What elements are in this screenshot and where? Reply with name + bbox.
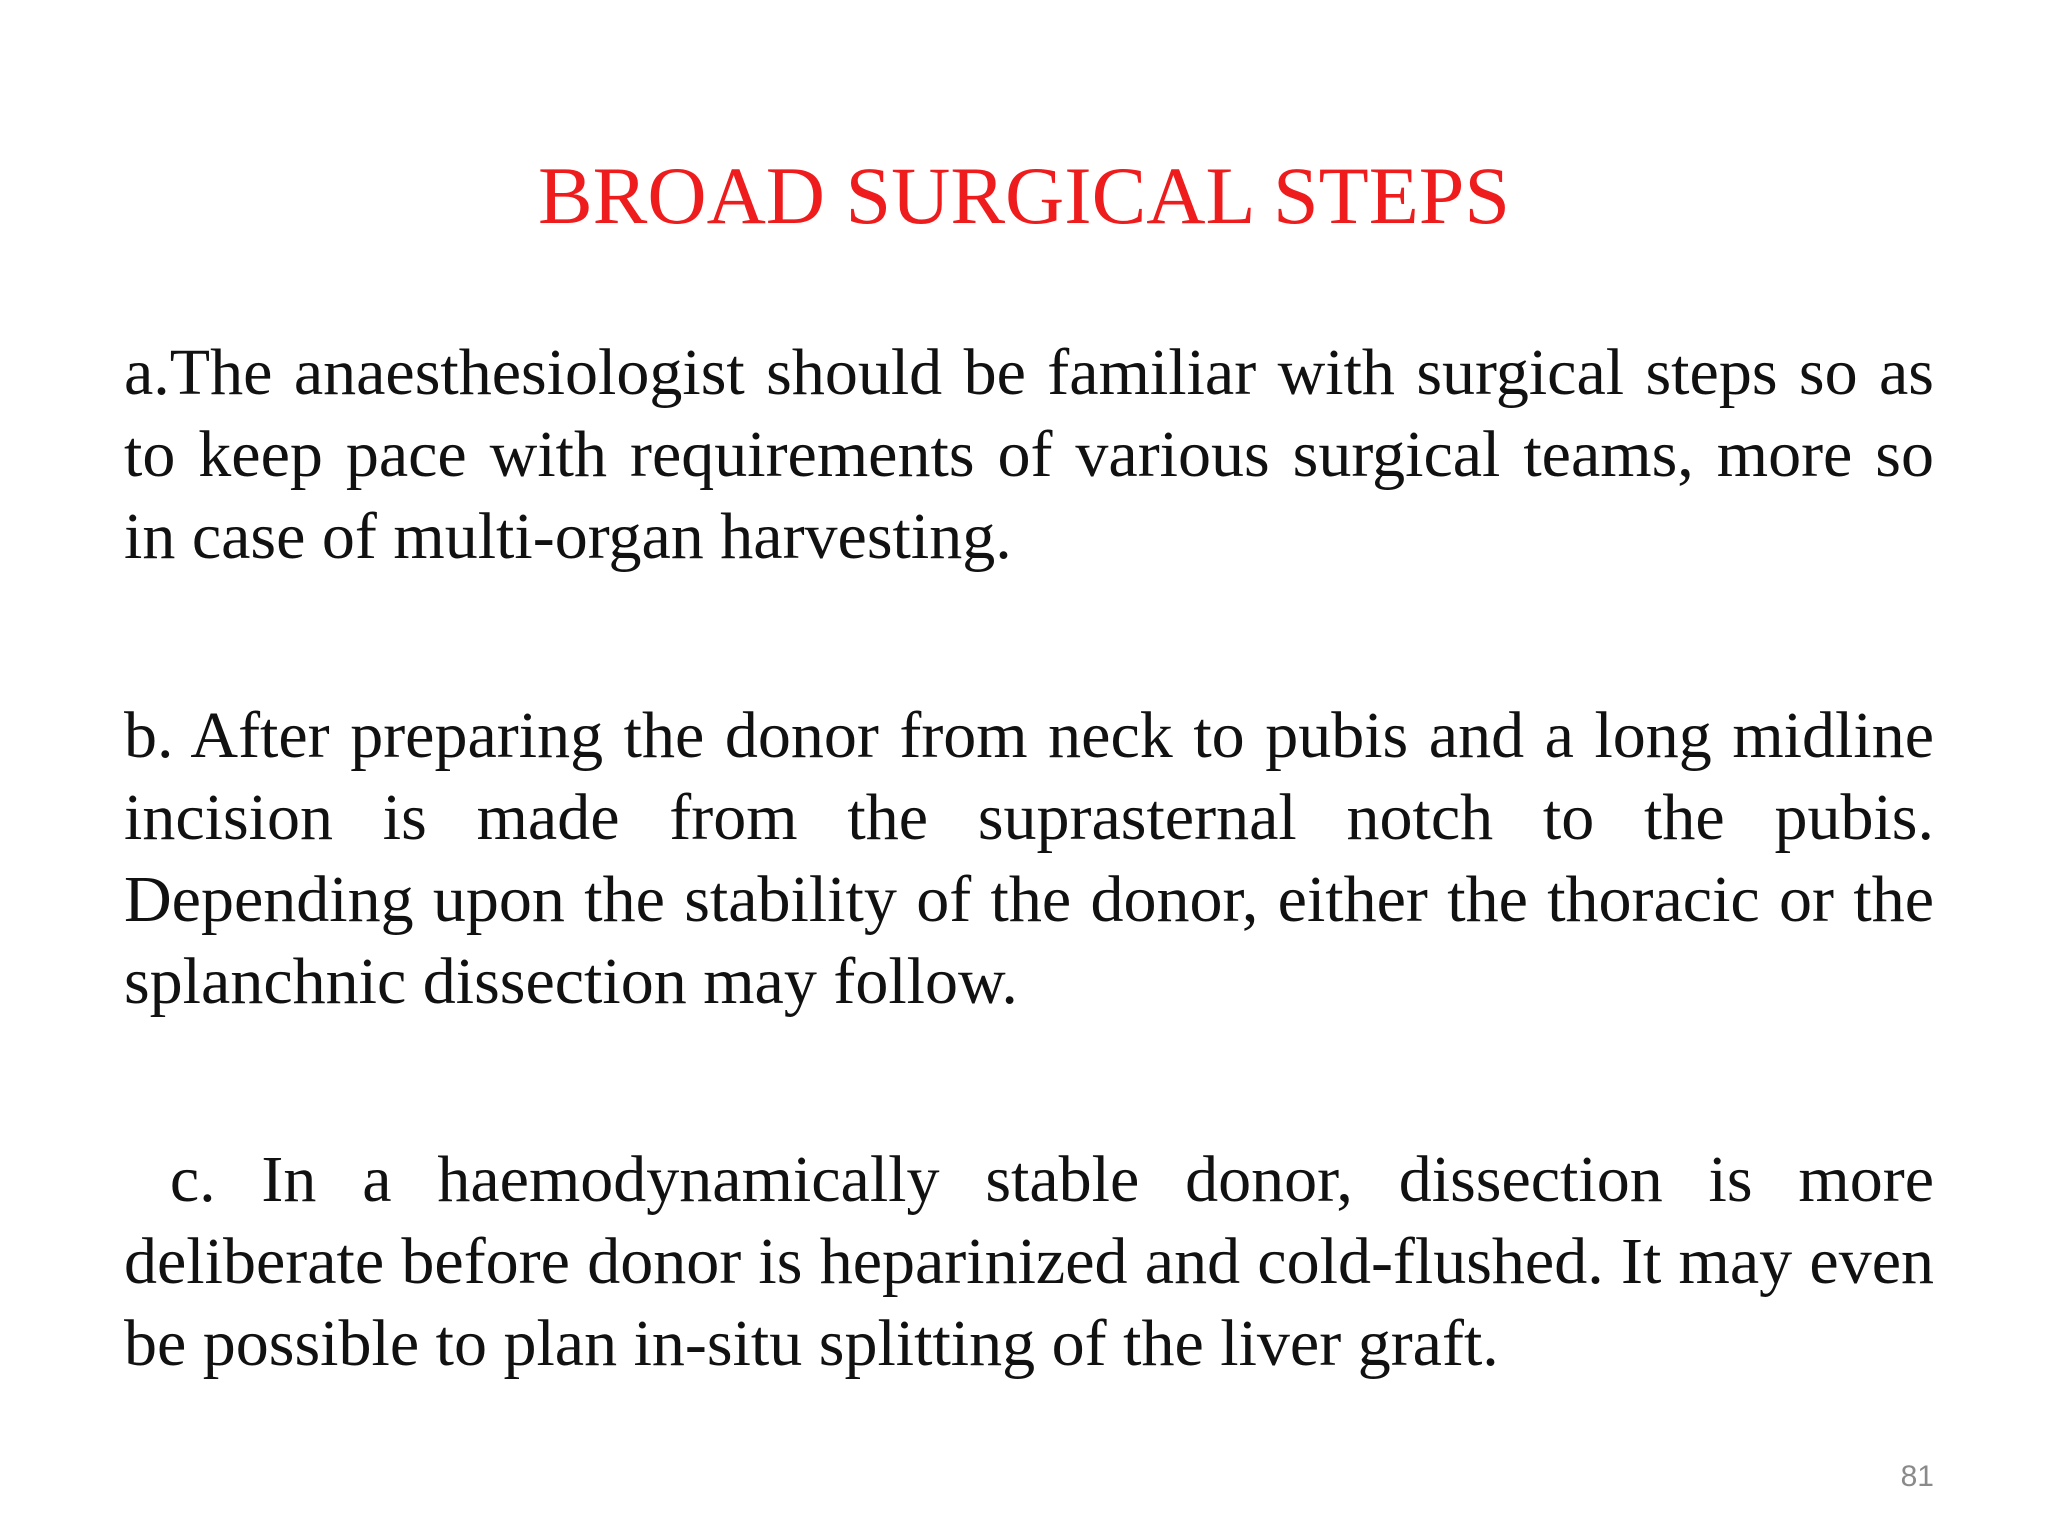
- slide-title: BROAD SURGICAL STEPS: [537, 150, 1511, 241]
- paragraph-a: a.The anaesthesiologist should be familiar with surgical steps so as to keep pace with requirements of various surgical teams, more so in case of multi-organ harvesting.: [124, 336, 1934, 573]
- page-number: 81: [1900, 1460, 1934, 1493]
- paragraph-b: b. After preparing the donor from neck to pubis and a long midline incision is made from the suprasternal notch to the pubis. Depending upon the stability of the donor, either the thoracic or the splanchnic dissection may follow.: [124, 699, 1934, 1018]
- paragraph-c: c. In a haemodynamically stable donor, dissection is more deliberate before donor is heparinized and cold-flushed. It may even be possible to plan in-situ splitting of the liver graft.: [124, 1143, 1934, 1380]
